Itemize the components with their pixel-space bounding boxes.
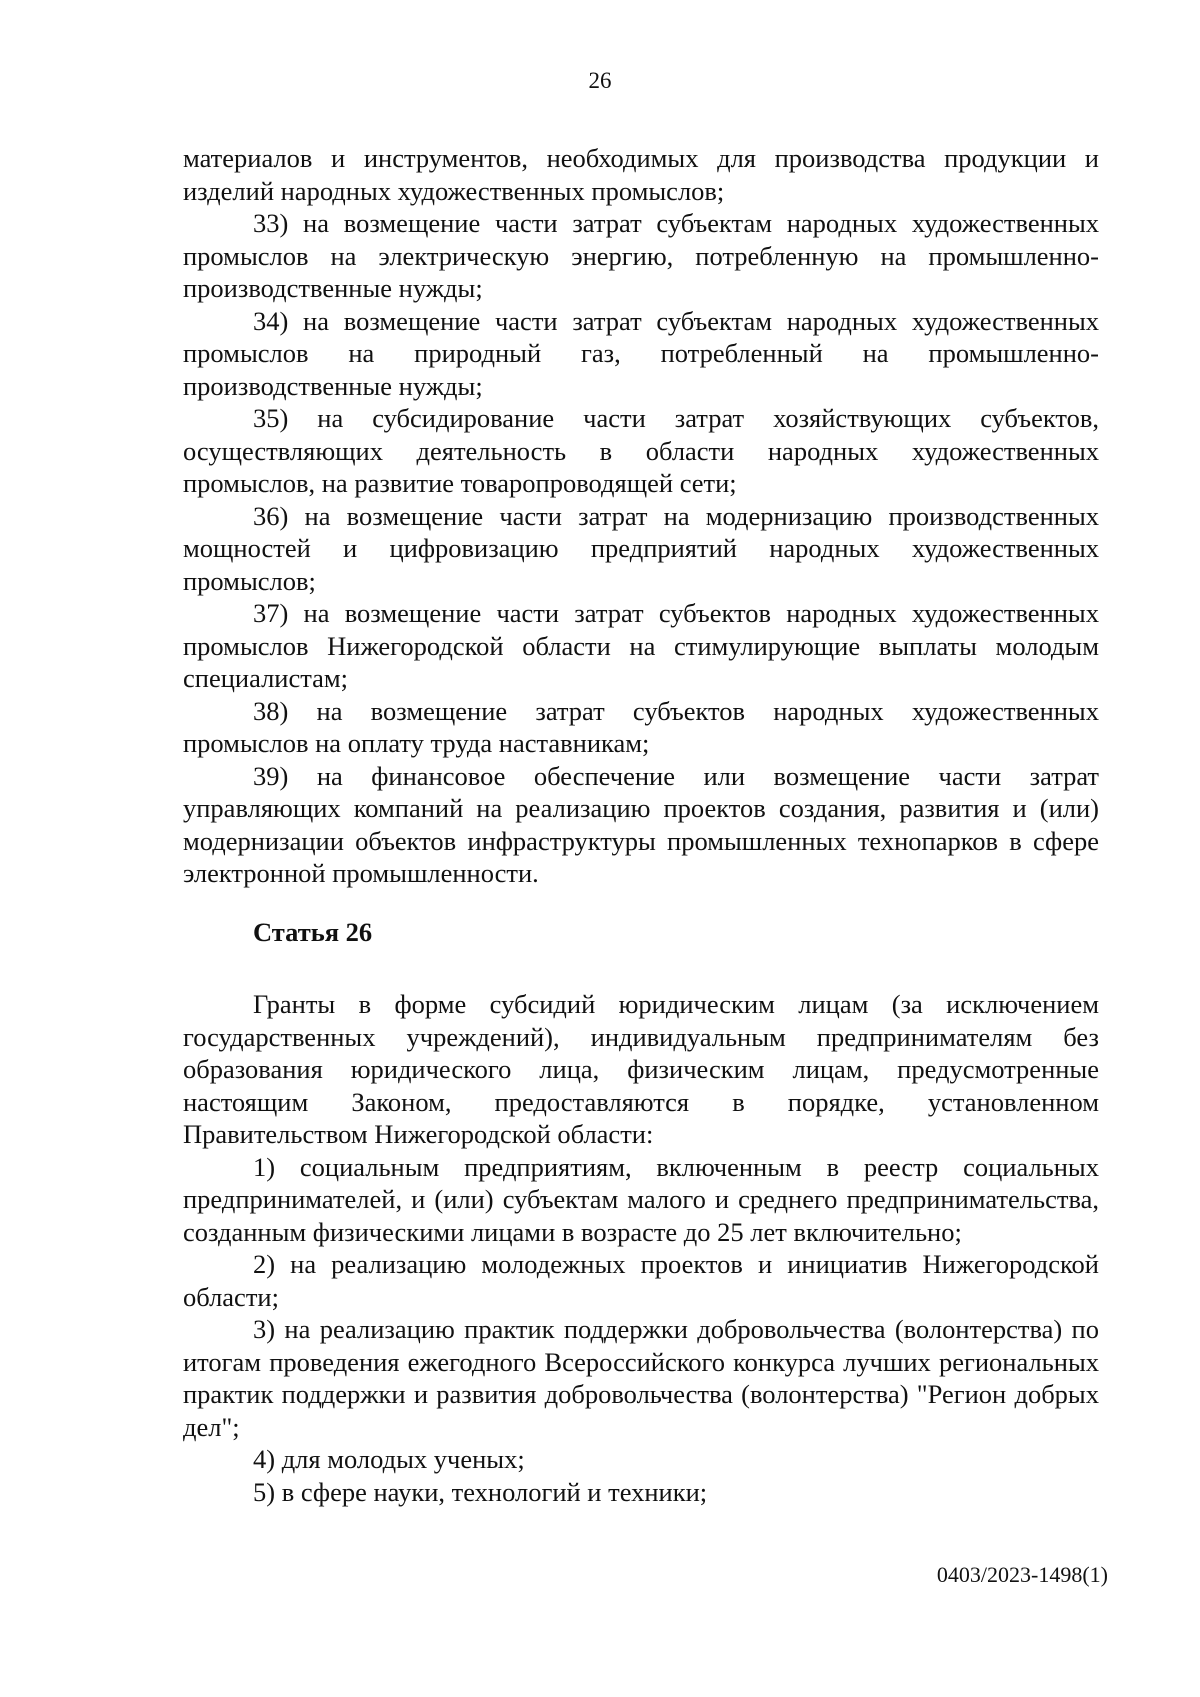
paragraph-continuation: материалов и инструментов, необходимых для производства продукции и изделий народных художественных промыслов; [183,143,1099,206]
list-item-38: 38) на возмещение затрат субъектов народных художественных промыслов на оплату труда наставникам; [183,695,1099,758]
continued-list-block [183,142,1099,890]
list-item-39: 39) на финансовое обеспечение или возмещение части затрат управляющих компаний на реализацию проектов создания, развития и (или) модернизации объектов инфраструктуры промышленных технопарков в сфере электронной промышленности. [183,760,1099,888]
page-number: 26 [588,68,612,93]
article-heading: Статья 26 [253,917,373,947]
document-code: 0403/2023-1498(1) [936,1562,1108,1587]
list-item-34: 34) на возмещение части затрат субъектам народных художественных промыслов на природный газ, потребленный на промышленно-производственные нужды; [183,305,1099,401]
list-item-37: 37) на возмещение части затрат субъектов народных художественных промыслов Нижегородской области на стимулирующие выплаты молодым специалистам; [183,598,1099,693]
article-item-2: 2) на реализацию молодежных проектов и инициатив Нижегородской области; [183,1249,1099,1312]
list-item-35: 35) на субсидирование части затрат хозяйствующих субъектов, осуществляющих деятельность в области народных художественных промыслов, на развитие товаропроводящей сети; [183,403,1099,498]
article-item-1: 1) социальным предприятиям, включенным в реестр социальных предпринимателей, и (или) субъектам малого и среднего предпринимательства, созданным физическими лицами в возрасте до 25 лет включительно; [183,1151,1099,1247]
article-body [183,988,1099,1508]
list-item-33: 33) на возмещение части затрат субъектам народных художественных промыслов на электрическую энергию, потребленную на промышленно-производственные нужды; [183,208,1099,303]
article-item-5: 5) в сфере науки, технологий и техники; [253,1476,708,1507]
list-item-36: 36) на возмещение части затрат на модернизацию производственных мощностей и цифровизацию предприятий народных художественных промыслов; [183,500,1099,596]
article-intro-paragraph: Гранты в форме субсидий юридическим лицам (за исключением государственных учреждений), индивидуальным предпринимателям без образования юридического лица, физическим лицам, предусмотренные настоящим Законом, предоставляются в порядке, установленном Правительством Нижегородской области: [183,989,1099,1149]
article-item-4: 4) для молодых ученых; [253,1444,525,1474]
article-item-3: 3) на реализацию практик поддержки добровольчества (волонтерства) по итогам проведения ежегодного Всероссийского конкурса лучших региональных практик поддержки и развития добровольчества (волонтерства) "Регион добрых дел"; [183,1314,1099,1442]
